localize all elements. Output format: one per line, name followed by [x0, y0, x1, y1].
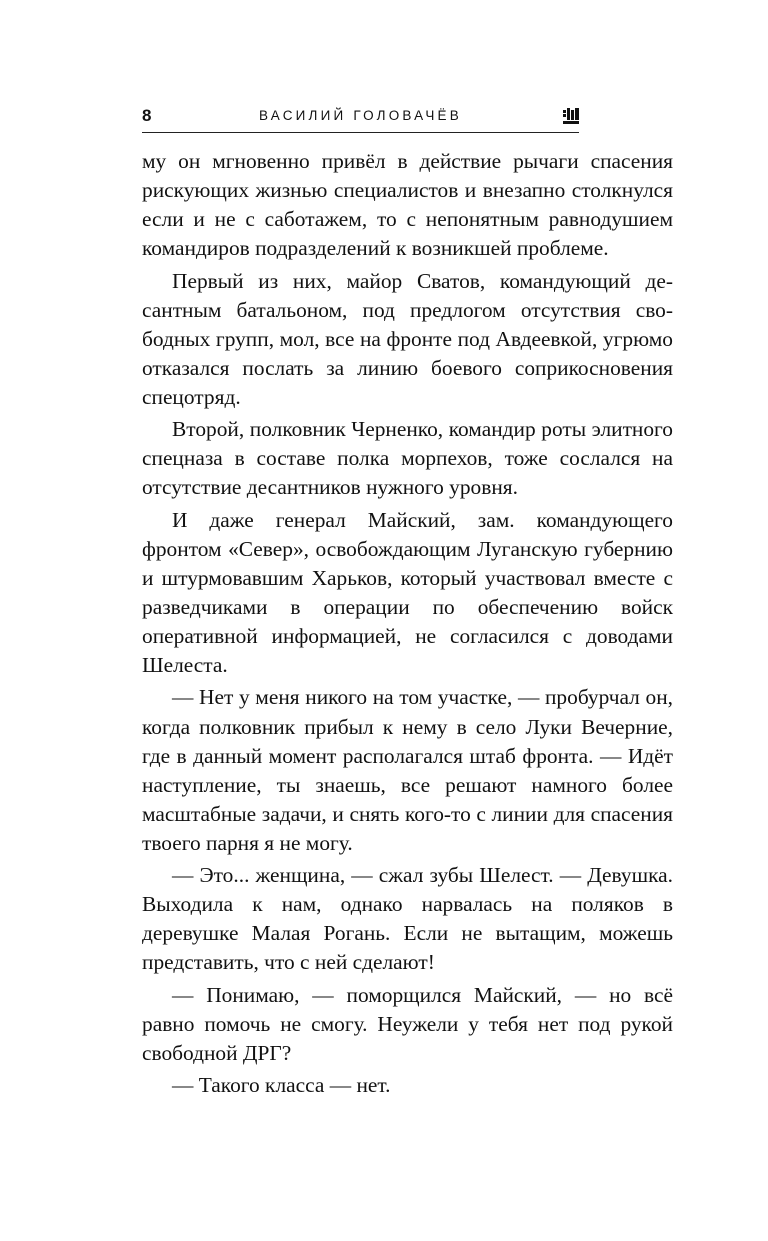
page-number: 8 [142, 106, 152, 125]
paragraph: Первый из них, майор Сватов, командующий десантным батальоном, под предлогом отсутствия свободных групп, мол, все на фронте под Авдеевкой, угрюмо отказался послать за линию боевого соприкосновения спецотряд. [142, 268, 673, 409]
paragraph: — Такого класса — нет. [172, 1073, 391, 1098]
paragraph: му он мгновенно привёл в действие рычаги спасения рискующих жизнью специалистов и внезапно столкнулся если и не с саботажем, то с непонятным равнодушием командиров подразделений к возникшей проблеме. [142, 149, 673, 261]
page-header [142, 104, 579, 133]
paragraph: — Нет у меня никого на том участке, — пробурчал он, когда полковник прибыл к нему в село Луки Вечерние, где в данный момент располагался штаб фронта. — Идёт наступление, ты знаешь, все решают намного более масштабные задачи, и снять кого-то с линии для спасения твоего парня я не могу. [142, 685, 673, 855]
paragraph: — Понимаю, — поморщился Майский, — но всё равно помочь не смогу. Неужели у тебя нет под рукой свободной ДРГ? [142, 982, 673, 1065]
paragraph: Второй, полковник Черненко, командир роты элитного спецназа в составе полка морпехов, тоже сослался на отсутствие десантников нужного уровня. [142, 417, 673, 500]
running-title: ВАСИЛИЙ ГОЛОВАЧЁВ [259, 108, 462, 123]
body-text [142, 147, 673, 1104]
paragraph: — Это... женщина, — сжал зубы Шелест. — Девушка. Выходила к нам, однако нарвалась на поляков в деревушке Малая Рогань. Если не вытащим, можешь представить, что с ней сделают! [142, 863, 673, 975]
publisher-logo-icon [563, 108, 579, 124]
paragraph: И даже генерал Майский, зам. командующего фронтом «Север», освобождающим Луганскую губернию и штурмовавшим Харьков, который участвовал вместе с разведчиками в операции по обеспечению войск оперативной информацией, не согласился с доводами Шелеста. [142, 507, 673, 678]
